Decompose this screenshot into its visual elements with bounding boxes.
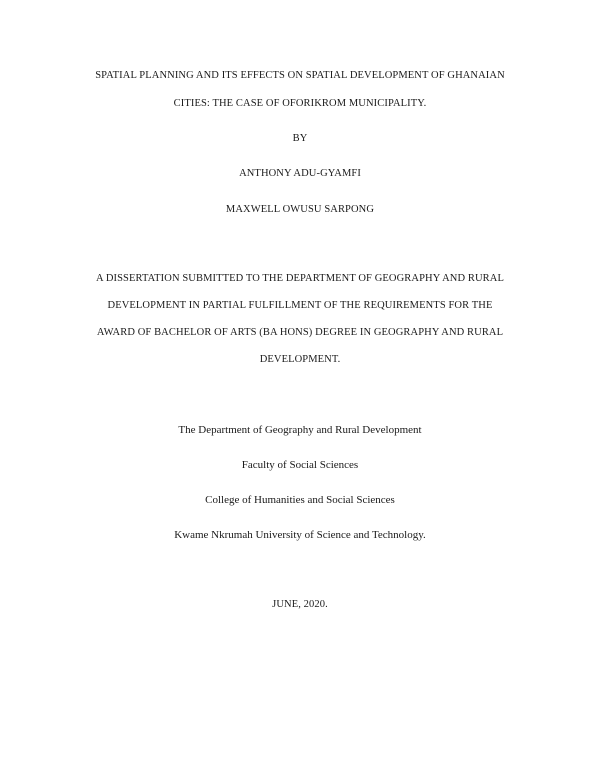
college-name: College of Humanities and Social Sciences [205, 494, 395, 506]
title-line-1: SPATIAL PLANNING AND ITS EFFECTS ON SPATIAL DEVELOPMENT OF GHANAIAN [95, 70, 505, 81]
faculty-name: Faculty of Social Sciences [241, 459, 359, 471]
submission-line-1: A DISSERTATION SUBMITTED TO THE DEPARTMENT OF GEOGRAPHY AND RURAL [95, 273, 504, 284]
department-name: The Department of Geography and Rural Development [178, 424, 422, 436]
submission-line-3: AWARD OF BACHELOR OF ARTS (BA HONS) DEGREE IN GEOGRAPHY AND RURAL [96, 327, 504, 338]
submission-line-2: DEVELOPMENT IN PARTIAL FULFILLMENT OF THE REQUIREMENTS FOR THE [107, 300, 493, 311]
author-1: ANTHONY ADU-GYAMFI [239, 168, 361, 179]
by-label: BY [292, 133, 308, 144]
university-name: Kwame Nkrumah University of Science and Technology. [174, 529, 426, 541]
title-line-2: CITIES: THE CASE OF OFORIKROM MUNICIPALITY. [173, 98, 427, 109]
submission-line-4: DEVELOPMENT. [259, 354, 341, 365]
submission-date: JUNE, 2020. [272, 599, 328, 610]
author-2: MAXWELL OWUSU SARPONG [225, 204, 375, 215]
